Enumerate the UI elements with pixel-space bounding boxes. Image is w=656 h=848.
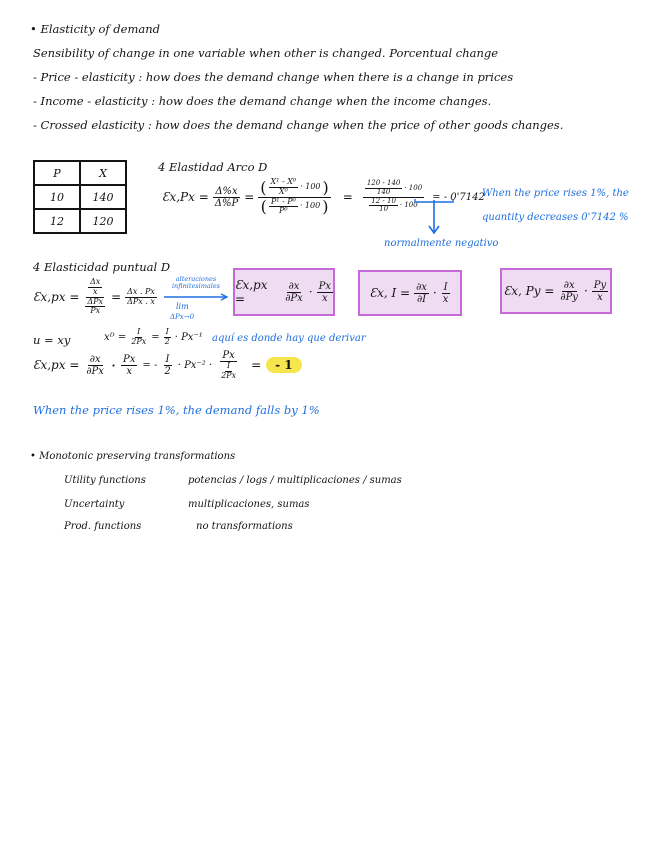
box-den-2: x [321,292,328,304]
line-mid: = - [142,359,158,371]
arc-f1 [269,178,299,197]
line-num: ∂x [89,353,101,365]
box-dot: · [308,285,313,299]
price-elasticity-box [233,268,335,316]
point-compound-den [83,298,107,317]
point-compound-fraction [83,278,107,316]
line-den-3: 2 [164,365,171,377]
arc-big-den [259,198,331,217]
row-label-production: Prod. functions [64,521,142,532]
point-x: x [92,286,98,296]
xd-frac-2 [163,328,172,347]
box-frac [558,280,580,303]
table-header: P [34,161,80,185]
arc-numeric-den [367,198,419,214]
limit-label: lim [176,302,189,311]
box-num-2: Py [593,279,607,291]
arc-ratio-num: Δ%x [215,185,238,197]
point-px: Px [90,306,101,316]
arc-times-100b: · 100 [399,200,418,209]
limit-subscript: ΔPx→0 [170,313,195,321]
line-den-4 [217,362,240,381]
arc-times-100: · 100 [299,201,321,211]
xd-num: I [137,327,141,336]
point-elasticity-formula [33,278,157,316]
box-frac [414,282,429,305]
bullet-income-elasticity: - Income - elasticity : how does the demand change when the income changes. [33,94,492,108]
arc-big-num [258,178,330,198]
demand-function [104,328,203,347]
arc-f2 [269,198,298,217]
table-row [34,185,126,209]
arc-d-num: 12 - 10 [371,196,396,205]
table-cell: 10 [34,185,80,209]
box-num: ∂x [563,279,575,291]
demand-falls-note: When the price rises 1%, the demand falls by 1% [33,403,320,417]
row-label-utility: Utility functions [64,475,146,486]
table-cell: 12 [34,209,80,233]
arc-f1-den: X⁰ [278,186,288,196]
paren-close: ) [322,197,329,217]
bracket-icon [414,198,454,204]
section-title-elasticity: • Elasticity of demand [30,22,160,36]
point-dpx-over-px [85,298,105,317]
line-frac-4 [217,350,240,381]
highlighted-result: - 1 [266,357,302,373]
row-value-utility: potencias / logs / multiplicaciones / sumas [188,475,402,486]
line-eq: = [251,358,262,373]
arc-d-den: 10 [379,205,389,214]
xd-den: 2Px [131,336,147,346]
line-den-4a: I [227,361,231,370]
box-num-2: I [443,281,448,293]
line-den-4b: 2Px [221,370,237,380]
box-frac [283,281,305,304]
bullet-price-elasticity: - Price - elasticity : how does the demand change when there is a change in prices [33,70,514,84]
line-mid-2: · Px⁻² · [177,359,213,371]
arc-note-line-2: quantity decreases 0'7142 % [482,212,629,223]
box-num: ∂x [416,281,427,293]
arc-n-num: 120 - 140 [366,179,401,188]
box-lhs: Ɛx, Py = [503,284,555,298]
arrow-right-icon [164,293,230,301]
line-lhs: Ɛx,px = [33,358,80,373]
arc-n-den: 140 [376,187,391,196]
arc-f1-num: X¹ - X⁰ [270,177,297,186]
arc-note-line-1: When the price rises 1%, the [482,188,629,199]
row-value-uncertainty: multiplicaciones, sumas [188,499,310,510]
xd-eq: = [151,331,160,343]
line-num-3: I [165,353,170,365]
arc-times-100b: · 100 [404,183,423,192]
price-quantity-table [33,160,127,234]
normally-negative-note: normalmente negativo [384,238,499,249]
arc-big-fraction [258,178,330,216]
box-num-2: Px [318,280,331,292]
section-title-monotonic: • Monotonic preserving transformations [30,451,236,462]
arc-f2-den: P⁰ [279,206,288,216]
point-frac2-den: ΔPx . x [127,296,155,306]
crossed-elasticity-box [500,268,612,314]
arc-elasticity-heading: 4 Elastidad Arco D [158,160,268,174]
arc-numeric-num [363,180,424,197]
table-row [34,161,126,185]
row-label-uncertainty: Uncertainty [64,499,125,510]
box-den: ∂Px [285,292,303,304]
arc-times-100: · 100 [300,181,321,191]
derive-here-note: aquí es donde hay que derivar [212,333,366,344]
arc-ratio [213,186,240,209]
utility-function: u = xy [33,333,71,347]
elasticity-derivation-line [33,350,302,381]
table-row [34,209,126,233]
point-dx: Δx [90,277,101,286]
line-num-4: Px [222,350,235,361]
box-dot: · [583,284,588,298]
definition-text: Sensibility of change in one variable when other is changed. Porcentual change [33,46,499,60]
box-den: ∂Py [560,291,578,303]
box-frac-2 [592,280,608,303]
arc-lhs: Ɛx,Px = [162,190,209,205]
arc-result: = - 0'7142 [432,191,485,203]
box-den: ∂I [416,293,427,305]
arrow-down-icon [427,200,441,236]
point-compound-num [86,278,104,298]
paren-open: ( [260,177,267,197]
line-frac-3 [162,354,172,377]
arc-ratio-den: Δ%P [214,197,239,209]
box-den-2: x [597,291,603,303]
line-dot: · [110,355,117,375]
box-dot: · [432,286,437,300]
xd-tail: · Px⁻¹ [174,331,203,343]
table-header: X [80,161,126,185]
arc-n [365,180,403,196]
paren-open: ( [260,197,267,217]
box-lhs: Ɛx,px = [235,278,268,306]
line-frac-2 [121,354,137,377]
equals-sign: = [111,290,122,305]
box-frac-2 [441,282,451,305]
xd-lhs: xᴰ = [104,331,127,343]
equals-sign: = [244,190,255,205]
point-lhs: Ɛx,px = [33,290,80,305]
box-num: ∂x [288,280,300,292]
line-num-2: Px [123,353,136,365]
point-fraction-2 [125,288,157,307]
xd-den-2: 2 [164,336,170,346]
xd-frac [129,328,148,347]
arc-d [369,198,398,214]
table-cell: 120 [80,209,126,233]
line-frac-1 [84,354,106,377]
box-frac-2 [317,281,333,304]
point-dx-over-x [88,278,102,297]
point-elasticity-heading: 4 Elasticidad puntual D [33,260,171,274]
infinitesimal-label: alteraciones infinitesimales [171,275,221,291]
line-den: ∂Px [86,365,104,377]
row-value-production: no transformations [196,521,293,532]
point-dpx: ΔPx [87,296,104,306]
paren-close: ) [322,177,329,197]
xd-num-2: I [165,327,169,336]
table-cell: 140 [80,185,126,209]
box-den-2: x [442,293,449,305]
bullet-crossed-elasticity: - Crossed elasticity : how does the demand change when the price of other goods changes. [33,118,564,132]
income-elasticity-box [358,270,462,316]
arc-f2-num: P¹ - P⁰ [270,196,296,206]
box-lhs: Ɛx, I = [369,286,411,300]
point-frac2-num: Δx . Px [127,286,155,296]
equals-sign: = [342,190,353,205]
line-den-2: x [126,365,133,377]
